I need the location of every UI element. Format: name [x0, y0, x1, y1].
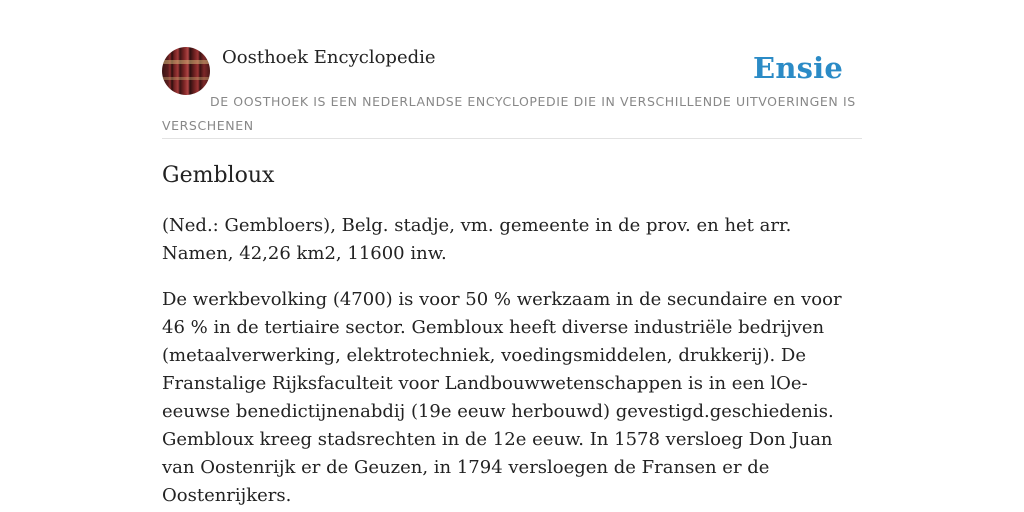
brand-logo[interactable]: Ensie	[753, 51, 843, 85]
site-header	[162, 46, 862, 139]
site-title[interactable]: Oosthoek Encyclopedie	[222, 47, 436, 68]
avatar-shine-lower	[162, 77, 210, 80]
article-paragraph-1: (Ned.: Gembloers), Belg. stadje, vm. gemeente in de prov. en het arr. Namen, 42,26 km2, 11600 inw.	[162, 215, 792, 264]
books-icon[interactable]	[162, 47, 210, 95]
article-paragraph-2: De werkbevolking (4700) is voor 50 % werkzaam in de secundaire en voor 46 % in de tertiaire sector. Gembloux heeft diverse industriële bedrijven (metaalverwerking, elektrotechniek, voedingsmiddelen, drukkerij). De Franstalige Rijksfaculteit voor Landbouwwetenschappen is in een lOe-eeuwse benedictijnenabdij (19e eeuw herbouwd) gevestigd.geschiedenis. Gembloux kreeg stadsrechten in de 12e eeuw. In 1578 versloeg Don Juan van Oostenrijk er de Geuzen, in 1794 versloegen de Fransen er de Oostenrijkers.	[162, 289, 842, 506]
article-title: Gembloux	[162, 163, 275, 188]
avatar-shine	[162, 60, 210, 64]
page-container	[162, 46, 862, 510]
site-tagline: DE OOSTHOEK IS EEN NEDERLANDSE ENCYCLOPEDIE DIE IN VERSCHILLENDE UITVOERINGEN IS VERSCHENEN	[162, 94, 856, 133]
